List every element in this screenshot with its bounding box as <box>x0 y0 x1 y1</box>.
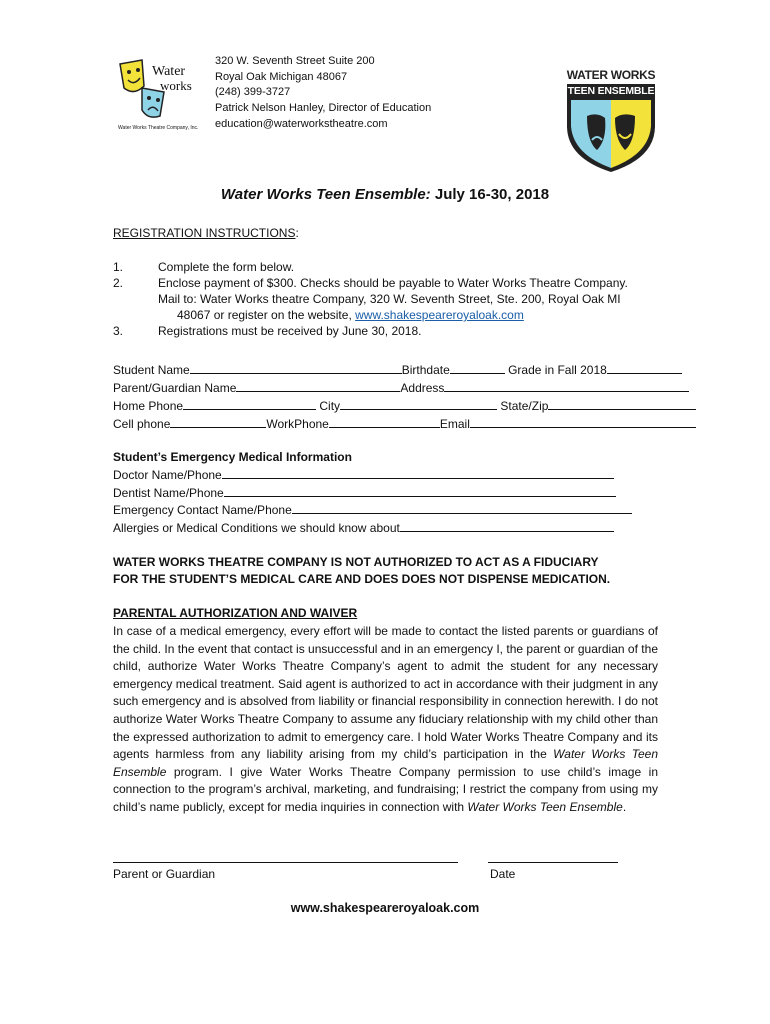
list-number: 2. <box>113 276 124 290</box>
instructions-heading-text: REGISTRATION INSTRUCTIONS <box>113 226 296 240</box>
form-row-student <box>113 362 682 377</box>
address-line: 320 W. Seventh Street Suite 200 <box>215 55 375 67</box>
footer-website[interactable]: www.shakespeareroyaloak.com <box>290 901 480 915</box>
list-item <box>113 259 673 275</box>
birthdate-label: Birthdate <box>401 363 450 377</box>
instructions-list <box>113 259 673 339</box>
doctor-field[interactable] <box>222 467 614 479</box>
state-zip-field[interactable] <box>548 398 696 410</box>
list-item <box>113 307 673 323</box>
form-row-parent <box>113 380 689 395</box>
list-item <box>113 291 673 307</box>
list-item <box>113 323 673 339</box>
work-phone-label: WorkPhone <box>266 417 329 431</box>
cell-phone-label: Cell phone <box>113 417 171 431</box>
parent-name-label: Parent/Guardian Name <box>113 381 237 395</box>
list-text: Registrations must be received by June 30, 2018. <box>158 324 422 338</box>
list-text: 48067 or register on the website, www.shakespeareroyaloak.com <box>177 308 524 322</box>
form-row-allergies <box>113 520 614 535</box>
city-label: City <box>319 399 341 413</box>
list-text: Mail to: Water Works theatre Company, 320 W. Seventh Street, Ste. 200, Royal Oak MI <box>158 292 621 306</box>
dentist-label: Dentist Name/Phone <box>113 486 224 500</box>
form-row-home <box>113 398 696 413</box>
student-name-label: Student Name <box>113 363 190 377</box>
grade-field[interactable] <box>607 362 682 374</box>
list-number: 3. <box>113 324 124 338</box>
dentist-field[interactable] <box>224 485 616 497</box>
list-item <box>113 275 673 291</box>
form-row-cell <box>113 416 696 431</box>
date-line[interactable] <box>488 862 618 863</box>
program-name: Water Works Teen Ensemble <box>113 747 659 779</box>
city-field[interactable] <box>340 398 497 410</box>
list-number: 1. <box>113 260 124 274</box>
logo-line-teen-ensemble: TEEN ENSEMBLE <box>567 85 655 97</box>
logo-caption: Water Works Theatre Company, Inc. <box>118 125 199 131</box>
list-text: Complete the form below. <box>158 260 295 274</box>
emergency-label: Emergency Contact Name/Phone <box>113 503 292 517</box>
program-name: Water Works Teen Ensemble <box>467 799 623 814</box>
address-line: Royal Oak Michigan 48067 <box>215 70 348 83</box>
address-label: Address <box>400 381 445 395</box>
home-phone-label: Home Phone <box>113 399 184 413</box>
water-works-logo <box>112 58 202 133</box>
disclaimer-line: FOR THE STUDENT’S MEDICAL CARE AND DOES DOES NOT DISPENSE MEDICATION. <box>113 572 611 586</box>
doctor-label: Doctor Name/Phone <box>113 468 222 482</box>
instructions-colon: : <box>295 226 299 240</box>
address-field[interactable] <box>444 380 689 392</box>
disclaimer-line: WATER WORKS THEATRE COMPANY IS NOT AUTHORIZED TO ACT AS A FIDUCIARY <box>113 555 599 569</box>
page-title <box>0 186 770 203</box>
waiver-paragraph: In case of a medical emergency, every effort will be made to contact the listed parents or guardians of the child. In the event that contact is unsuccessful and in an emergency I, the parent or guardian of the child, authorize Water Works Theatre Company’s agent to admit the student for any necessary emergency medical treatment. Said agent is authorized to act in accordance with their judgment in any such emergency and is absolved from liability or financial responsibility in connection herewith. I do not authorize Water Works Theatre Company to assume any fiduciary relationship with my child other than the expressed authorization to admit to emergency care. I hold Water Works Theatre Company and its agents harmless from any liability arising from my child’s participation in the Water Works Teen Ensemble program. I give Water Works Theatre Company permission to use child’s image in connection to the program’s archival, marketing, and fundraising; I restrict the company from using my child’s name publicly, except for media inquiries in connection with Water Works Teen Ensemble. <box>113 624 659 814</box>
email-field[interactable] <box>470 416 696 428</box>
waiver-heading: PARENTAL AUTHORIZATION AND WAIVER <box>113 606 358 620</box>
state-zip-label: State/Zip <box>500 399 549 413</box>
logo-word-works: works <box>160 78 192 93</box>
medical-heading: Student’s Emergency Medical Information <box>113 450 352 464</box>
list-text: Enclose payment of $300. Checks should be payable to Water Works Theatre Company. <box>158 276 628 290</box>
teen-ensemble-logo <box>563 66 659 176</box>
cell-phone-field[interactable] <box>170 416 266 428</box>
home-phone-field[interactable] <box>183 398 316 410</box>
parent-name-field[interactable] <box>236 380 400 392</box>
address-block <box>215 54 431 133</box>
phone-line: (248) 399-3727 <box>215 86 291 99</box>
work-phone-field[interactable] <box>329 416 440 428</box>
website-link[interactable]: www.shakespeareroyaloak.com <box>355 308 524 322</box>
allergies-field[interactable] <box>400 520 614 532</box>
title-dates: July 16-30, 2018 <box>430 186 550 203</box>
email-line: education@waterworkstheatre.com <box>215 117 388 130</box>
grade-label: Grade in Fall 2018 <box>508 363 607 377</box>
logo-line-water-works: WATER WORKS <box>566 68 656 82</box>
logo-word-water: Water <box>152 64 186 79</box>
student-name-field[interactable] <box>190 362 402 374</box>
allergies-label: Allergies or Medical Conditions we should know about <box>113 521 400 535</box>
form-row-doctor <box>113 467 614 482</box>
parent-signature-line[interactable] <box>113 862 458 863</box>
birthdate-field[interactable] <box>450 362 505 374</box>
emergency-field[interactable] <box>292 502 632 514</box>
date-label: Date <box>490 867 516 881</box>
form-row-dentist <box>113 485 616 500</box>
title-italic: Water Works Teen Ensemble: <box>220 186 431 203</box>
director-line: Patrick Nelson Hanley, Director of Education <box>215 102 432 115</box>
email-label: Email <box>439 417 470 431</box>
parent-signature-label: Parent or Guardian <box>113 867 216 881</box>
instructions-heading <box>113 225 299 241</box>
form-row-emergency <box>113 502 632 517</box>
